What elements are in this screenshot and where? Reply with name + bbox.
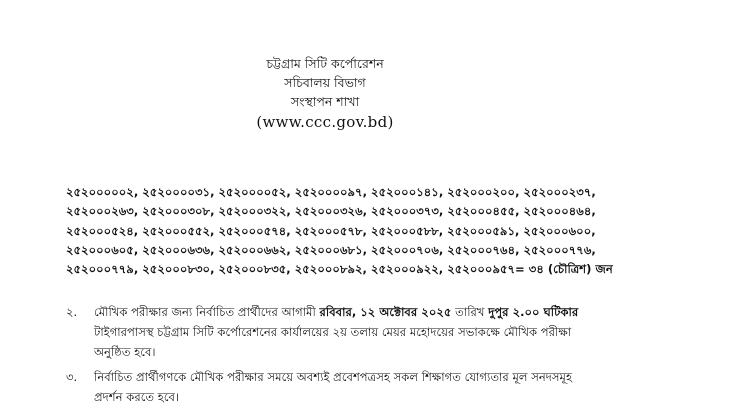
- department-name: সচিবালয় বিভাগ: [284, 75, 366, 90]
- roll-number-list: [66, 183, 706, 279]
- org-name: চট্টগ্রাম সিটি কর্পোরেশন: [266, 56, 384, 71]
- instruction-item-2: [66, 302, 716, 362]
- text-run: তারিখ: [451, 305, 489, 319]
- item-line: টাইগারপাসস্থ চট্টগ্রাম সিটি কর্পোরেশনের কার্যালয়ের ২য় তলায় মেয়র মহোদয়ের সভাকক্ষে মৌখিক পরীক্ষা: [94, 325, 572, 339]
- text-run: মৌখিক পরীক্ষার জন্য নির্বাচিত প্রার্থীদের আগামী: [94, 305, 320, 319]
- item-line: নির্বাচিত প্রার্থীগণকে মৌখিক পরীক্ষার সময়ে অবশ্যই প্রবেশপত্রসহ সকল শিক্ষাগত যোগ্যতার মূল সনদসমূহ: [94, 370, 573, 384]
- item-number: ২.: [66, 305, 78, 319]
- exam-date: রবিবার, ১২ অক্টোবর ২০২৫: [319, 305, 452, 319]
- item-number: ৩.: [66, 370, 78, 384]
- instruction-item-3: [66, 367, 716, 407]
- roll-line: ২৫২০০০০০২, ২৫২০০০০৩১, ২৫২০০০০৫২, ২৫২০০০০৯৭, ২৫২০০০১৪১, ২৫২০০০২০০, ২৫২০০০২৩৭,: [66, 185, 596, 199]
- exam-time: দুপুর ২.০০ ঘটিকার: [488, 305, 579, 319]
- item-line: অনুষ্ঠিত হবে।: [94, 345, 156, 359]
- roll-line: ২৫২০০০৬০৫, ২৫২০০০৬৩৬, ২৫২০০০৬৬২, ২৫২০০০৬৮১, ২৫২০০০৭০৬, ২৫২০০০৭৬৪, ২৫২০০০৭৭৬,: [66, 242, 596, 257]
- website-text: (www.ccc.gov.bd): [256, 113, 394, 131]
- roll-line: ২৫২০০০৭৭৯, ২৫২০০০৮৩০, ২৫২০০০৮৩৫, ২৫২০০০৮৯২, ২৫২০০০৯২২, ২৫২০০০৯৫৭= ৩৪ (চৌত্রিশ) জন: [66, 262, 613, 277]
- section-name: সংস্থাপন শাখা: [290, 94, 360, 109]
- item-text: [94, 367, 716, 407]
- item-line: [94, 302, 716, 322]
- item-text: [94, 302, 716, 362]
- roll-line: ২৫২০০০২৬৩, ২৫২০০০৩০৮, ২৫২০০০৩২২, ২৫২০০০৩২৬, ২৫২০০০৩৭৩, ২৫২০০০৪৫৫, ২৫২০০০৪৬৪,: [66, 204, 596, 219]
- item-line: প্রদর্শন করতে হবে।: [94, 390, 180, 404]
- roll-line: ২৫২০০০৫২৪, ২৫২০০০৫৫২, ২৫২০০০৫৭৪, ২৫২০০০৫৭৮, ২৫২০০০৫৮৮, ২৫২০০০৫৯১, ২৫২০০০৬০০,: [66, 223, 596, 238]
- notice-header: [225, 54, 425, 133]
